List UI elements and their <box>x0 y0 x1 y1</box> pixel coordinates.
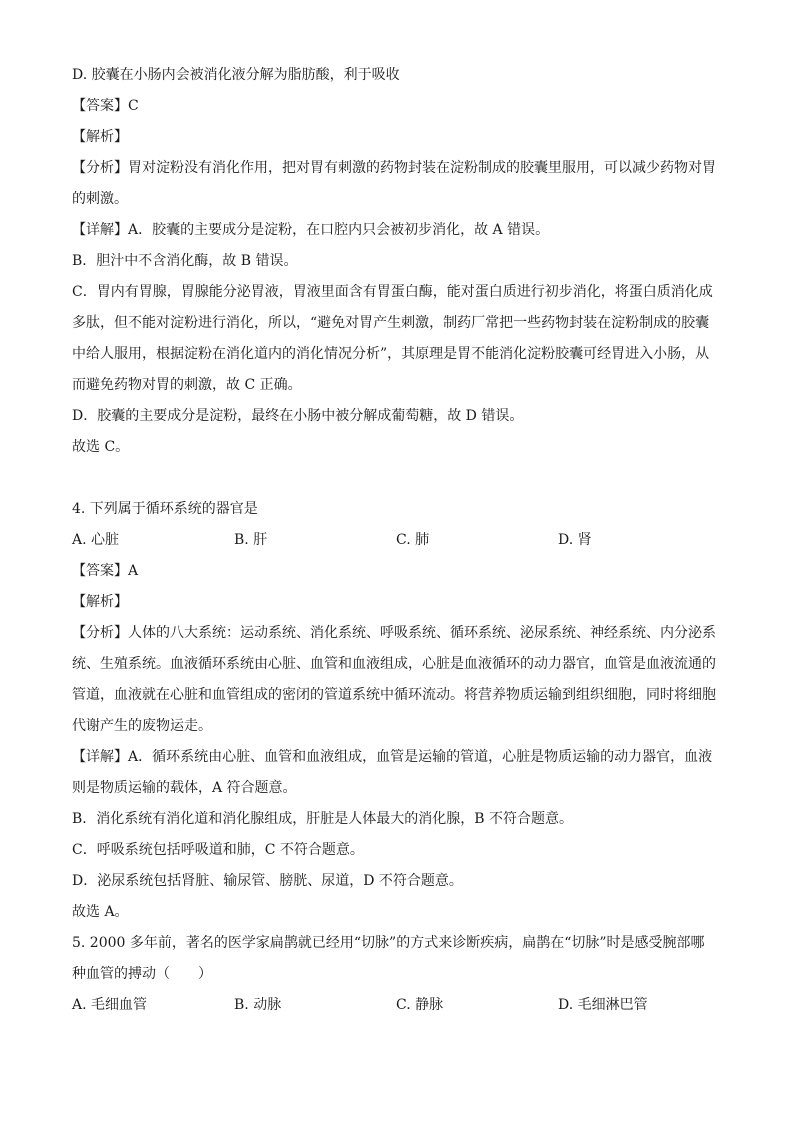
q3-fenxi-line1 <box>72 153 724 184</box>
q5-option-b: B. 动脉 <box>234 997 282 1013</box>
q4-stem: 4. 下列属于循环系统的器官是 <box>72 501 258 517</box>
q4-answer-label: 【答案】 <box>72 563 128 579</box>
q3-detail-a-text: A．胶囊的主要成分是淀粉，在口腔内只会被初步消化，故 A 错误。 <box>128 222 550 238</box>
q3-answer-value: C <box>128 98 139 114</box>
q5-option-d: D. 毛细淋巴管 <box>558 997 648 1013</box>
q3-answer-label: 【答案】 <box>72 98 128 114</box>
q3-answer <box>72 91 724 122</box>
q3-detail-b: B．胆汁中不含消化酶，故 B 错误。 <box>72 253 298 269</box>
q3-fenxi-line2: 的刺激。 <box>72 191 128 207</box>
q4-detail-label: 【详解】 <box>72 749 128 765</box>
q3-detail-c4: 而避免药物对胃的刺激，故 C 正确。 <box>72 377 302 393</box>
q4-detail-c: C．呼吸系统包括呼吸道和肺，C 不符合题意。 <box>72 842 364 858</box>
q4-fenxi-line2: 统、生殖系统。血液循环系统由心脏、血管和血液组成，心脏是血液循环的动力器官，血管是血液流通的 <box>72 656 716 672</box>
q3-option-d: D. 胶囊在小肠内会被消化液分解为脂肪酸，利于吸收 <box>72 67 400 83</box>
q4-option-d: D. 肾 <box>558 532 592 548</box>
q4-answer <box>72 556 724 587</box>
document-page <box>72 60 724 1021</box>
q4-detail-d: D．泌尿系统包括肾脏、输尿管、膀胱、尿道，D 不符合题意。 <box>72 873 463 889</box>
q4-detail-a2: 则是物质运输的载体，A 符合题意。 <box>72 780 297 796</box>
q4-fenxi-text1: 人体的八大系统：运动系统、消化系统、呼吸系统、循环系统、泌尿系统、神经系统、内分泌系 <box>128 625 716 641</box>
q3-fenxi-label: 【分析】 <box>72 160 128 176</box>
q5-options <box>72 990 724 1021</box>
q4-option-c: C. 肺 <box>396 532 430 548</box>
q4-option-a: A. 心脏 <box>72 532 120 548</box>
q3-detail-c2: 多肽，但不能对淀粉进行消化，所以，“避免对胃产生刺激，制药厂常把一些药物封装在淀粉制成的胶囊 <box>72 315 710 331</box>
q3-detail-a <box>72 215 724 246</box>
q5-option-c: C. 静脉 <box>396 997 444 1013</box>
q4-fenxi-line4: 代谢产生的废物运走。 <box>72 718 212 734</box>
q4-fenxi-line1 <box>72 618 724 649</box>
q3-detail-c3: 中给人服用，根据淀粉在消化道内的消化情况分析”，其原理是胃不能消化淀粉胶囊可经胃进入小肠，从 <box>72 346 710 362</box>
q4-answer-value: A <box>128 563 139 579</box>
q4-option-b: B. 肝 <box>234 532 268 548</box>
q3-fenxi-text1: 胃对淀粉没有消化作用，把对胃有刺激的药物封装在淀粉制成的胶囊里服用，可以减少药物对胃 <box>128 160 716 176</box>
q4-fenxi-line3: 管道，血液就在心脏和血管组成的密闭的管道系统中循环流动。将营养物质运输到组织细胞，同时将细胞 <box>72 687 716 703</box>
q4-detail-b: B．消化系统有消化道和消化腺组成，肝脏是人体最大的消化腺，B 不符合题意。 <box>72 811 574 827</box>
q5-stem-line2: 种血管的搏动（ ） <box>72 966 212 982</box>
q4-options <box>72 525 724 556</box>
q4-detail-a1 <box>72 742 724 773</box>
q3-detail-d: D．胶囊的主要成分是淀粉，最终在小肠中被分解成葡萄糖，故 D 错误。 <box>72 408 524 424</box>
q3-detail-c1: C．胃内有胃腺，胃腺能分泌胃液，胃液里面含有胃蛋白酶，能对蛋白质进行初步消化，将蛋白质消化成 <box>72 284 713 300</box>
q3-analysis-title: 【解析】 <box>72 129 128 145</box>
q4-fenxi-label: 【分析】 <box>72 625 128 641</box>
q4-conclusion: 故选 A。 <box>72 904 129 920</box>
q4-detail-a1-text: A．循环系统由心脏、血管和血液组成，血管是运输的管道，心脏是物质运输的动力器官，血液 <box>128 749 713 765</box>
q3-conclusion: 故选 C。 <box>72 439 130 455</box>
q5-option-a: A. 毛细血管 <box>72 997 148 1013</box>
spacer <box>72 463 724 494</box>
q5-stem-line1: 5. 2000 多年前，著名的医学家扁鹊就已经用“切脉”的方式来诊断疾病，扁鹊在“切脉”时是感受腕部哪 <box>72 935 705 951</box>
q4-analysis-title: 【解析】 <box>72 594 128 610</box>
q3-detail-label: 【详解】 <box>72 222 128 238</box>
